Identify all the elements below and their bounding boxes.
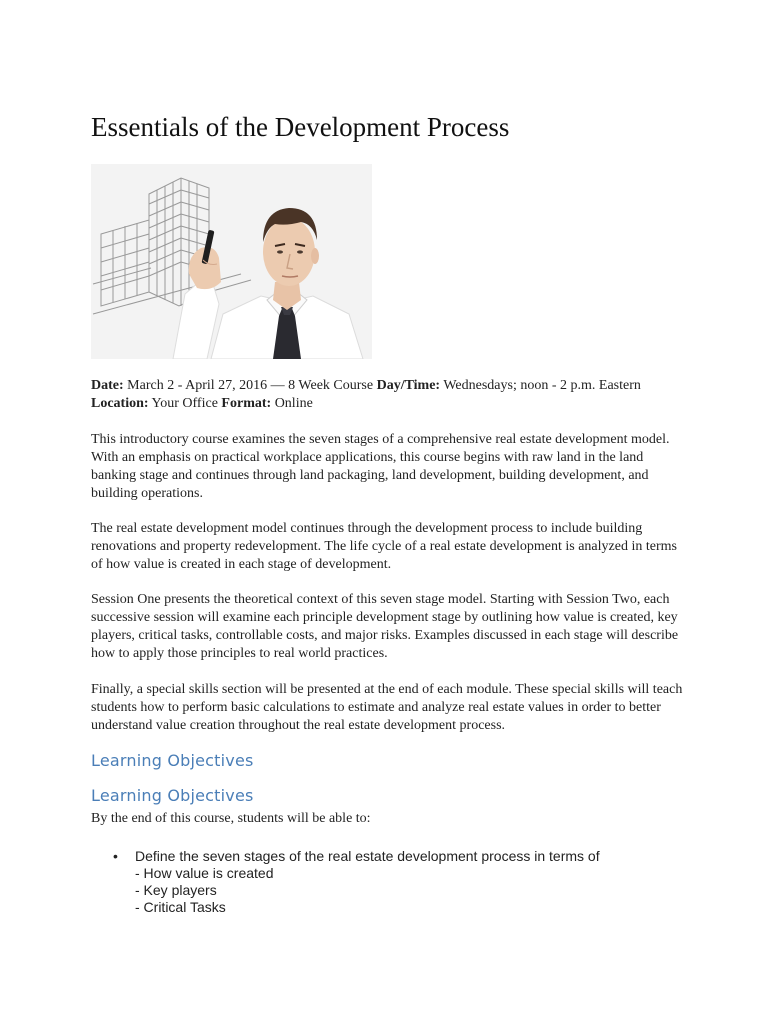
location-value: Your Office [148,396,222,411]
objective-subitem: - Key players [135,882,217,898]
format-label: Format: [221,396,272,411]
bullet-icon: • [113,848,118,864]
objective-subitem: - Critical Tasks [135,899,226,915]
objective-text: Define the seven stages of the real estate development process in terms of [135,848,600,864]
section-heading-learning-objectives: Learning Objectives [91,751,254,770]
date-label: Date: [91,378,124,393]
objectives-list [113,848,693,916]
paragraph-model: The real estate development model continues through the development process to include building renovations and property redevelopment. The life cycle of a real estate development is analyzed in terms of how value is created in each stage of development. [91,521,677,572]
daytime-value: Wednesdays; noon - 2 p.m. Eastern [440,378,641,393]
page-title: Essentials of the Development Process [91,112,510,142]
format-value: Online [271,396,313,411]
paragraph-sessions: Session One presents the theoretical context of this seven stage model. Starting with Session Two, each successive session will examine each principle development stage by outlining how value is created, key players, critical tasks, controllable costs, and major risks. Examples discussed in each stage will describe how to apply those principles to real world practices. [91,592,679,661]
paragraph-special-skills: Finally, a special skills section will be presented at the end of each module. These special skills will teach students how to perform basic calculations to estimate and analyze real estate values in order to better understand value creation throughout the real estate development process. [91,682,683,733]
objective-subitem: - How value is created [135,865,274,881]
course-hero-image [91,164,372,359]
paragraph-intro: This introductory course examines the seven stages of a comprehensive real estate development model. With an emphasis on practical workplace applications, this course begins with raw land in the land banking stage and continues through land packaging, land development, building development, and building operations. [91,432,670,501]
location-label: Location: [91,396,149,411]
daytime-label: Day/Time: [376,378,441,393]
list-item [113,848,693,916]
date-value: March 2 - April 27, 2016 — 8 Week Course [123,378,377,393]
course-details [91,377,681,413]
section-heading-learning-objectives-repeat: Learning Objectives [91,786,254,805]
objectives-intro: By the end of this course, students will be able to: [91,811,371,826]
businessman-sketch-illustration [91,164,372,359]
